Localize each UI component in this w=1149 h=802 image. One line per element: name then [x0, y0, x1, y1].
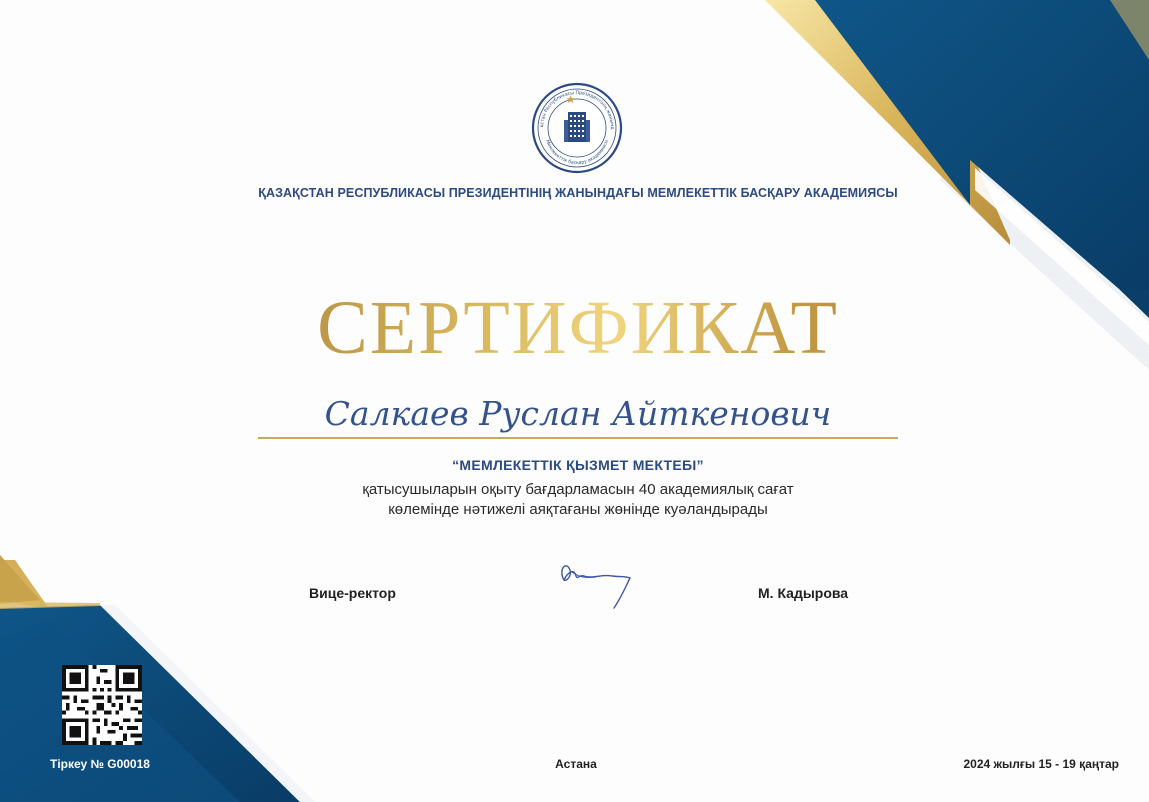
- signatory-role: Вице-ректор: [309, 585, 396, 601]
- svg-text:Қазақстан Республикасы Президе: қстан Республикасы Президентінің жанынд: [539, 90, 615, 130]
- academy-seal-icon: [531, 82, 623, 174]
- description-line-1: қатысушыларын оқыту бағдарламасын 40 академиялық сағат: [362, 481, 794, 498]
- issue-date: 2024 жылғы 15 - 19 қаңтар: [963, 757, 1119, 771]
- certificate-title: СЕРТИФИКАТ: [200, 283, 956, 373]
- description-line-2: көлемінде нәтижелі аяқтағаны жөнінде куәландырады: [388, 501, 768, 518]
- handwritten-signature: [552, 556, 634, 614]
- registration-number: Тіркеу № G00018: [50, 757, 150, 771]
- svg-text:Мемлекеттік басқару академиясы: Мемлекеттік басқару академиясы: [544, 139, 610, 167]
- signatory-name: М. Кадырова: [758, 585, 849, 601]
- certificate-description: [250, 480, 906, 520]
- name-underline: [258, 437, 898, 439]
- program-name: “МЕМЛЕКЕТТІК ҚЫЗМЕТ МЕКТЕБІ”: [452, 457, 704, 473]
- academy-name: ҚАЗАҚСТАН РЕСПУБЛИКАСЫ ПРЕЗИДЕНТІНІҢ ЖАНЫНДАҒЫ МЕМЛЕКЕТТІК БАСҚАРУ АКАДЕМИЯСЫ: [258, 186, 898, 200]
- qr-code-icon: [62, 665, 142, 745]
- issue-city: Астана: [555, 757, 597, 771]
- recipient-name: Салкаев Руслан Айткенович: [324, 394, 832, 433]
